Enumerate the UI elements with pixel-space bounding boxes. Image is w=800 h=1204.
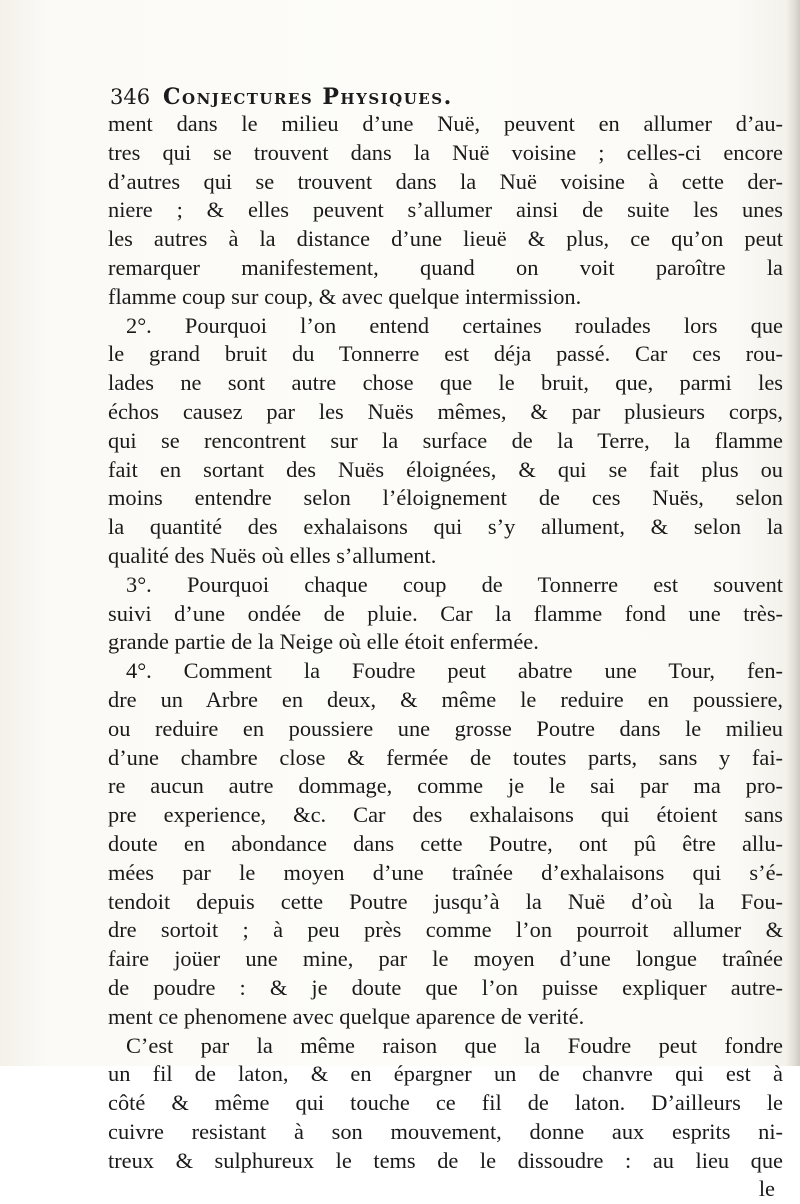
page-edge-shadow (786, 0, 800, 1066)
text-line: tendoit depuis cette Poutre jusqu’à la Nuë d’où la Fou- (108, 888, 783, 914)
body-text (108, 110, 783, 1204)
text-line: la quantité des exhalaisons qui s’y allument, & selon la (108, 514, 783, 540)
text-line: dre un Arbre en deux, & même le reduire en poussiere, (108, 686, 783, 712)
text-line: ment ce phenomene avec quelque aparence de verité. (108, 1003, 585, 1029)
text-line: échos causez par les Nuës mêmes, & par plusieurs corps, (108, 398, 783, 424)
text-line: de poudre : & je doute que l’on puisse expliquer autre- (108, 974, 783, 1000)
page-header (110, 82, 770, 112)
text-line: treux & sulphureux le tems de le dissoudre : au lieu que (108, 1147, 783, 1173)
text-line: ment dans le milieu d’une Nuë, peuvent en allumer d’au- (108, 111, 783, 136)
text-line: mées par le moyen d’une traînée d’exhalaisons qui s’é- (108, 859, 783, 885)
text-line: cuivre resistant à son mouvement, donne aux esprits ni- (108, 1118, 783, 1144)
text-line: remarquer manifestement, quand on voit paroître la (108, 254, 783, 280)
text-line: niere ; & elles peuvent s’allumer ainsi de suite les unes (108, 197, 783, 223)
text-line: lades ne sont autre chose que le bruit, que, parmi les (108, 370, 783, 396)
text-line: ou reduire en poussiere une grosse Poutre dans le milieu (108, 715, 783, 741)
text-line: côté & même qui touche ce fil de laton. D’ailleurs le (108, 1090, 783, 1116)
text-line: doute en abondance dans cette Poutre, ont pû être allu- (108, 830, 783, 856)
text-line: les autres à la distance d’une lieuë & plus, ce qu’on peut (108, 226, 783, 252)
text-line: suivi d’une ondée de pluie. Car la flamme fond une très- (108, 600, 783, 626)
running-title: Conjectures Physiques. (163, 84, 453, 110)
text-line: C’est par la même raison que la Foudre peut fondre (126, 1032, 783, 1058)
text-line: 4°. Comment la Foudre peut abatre une Tour, fen- (126, 658, 783, 684)
text-line: qui se rencontrent sur la surface de la Terre, la flamme (108, 427, 783, 453)
text-line: d’une chambre close & fermée de toutes parts, sans y fai- (108, 744, 783, 770)
text-line: 3°. Pourquoi chaque coup de Tonnerre est souvent (126, 571, 783, 597)
text-line: d’autres qui se trouvent dans la Nuë voisine à cette der- (108, 168, 783, 194)
text-line: pre experience, &c. Car des exhalaisons qui étoient sans (108, 802, 783, 828)
text-line: faire joüer une mine, par le moyen d’une longue traînée (108, 946, 783, 972)
text-line: qualité des Nuës où elles s’allument. (108, 542, 437, 568)
text-line: 2°. Pourquoi l’on entend certaines roulades lors que (126, 312, 783, 338)
text-line: le grand bruit du Tonnerre est déja passé. Car ces rou- (108, 341, 783, 367)
text-line: dre sortoit ; à peu près comme l’on pourroit allumer & (108, 917, 783, 943)
text-line: un fil de laton, & en épargner un de chanvre qui est à (108, 1061, 783, 1087)
text-line: flamme coup sur coup, & avec quelque intermission. (108, 283, 582, 309)
text-line: tres qui se trouvent dans la Nuë voisine ; celles-ci encore (108, 139, 783, 165)
text-line: grande partie de la Neige où elle étoit enfermée. (108, 629, 539, 655)
page-number: 346 (110, 85, 151, 109)
text-line: moins entendre selon l’éloignement de ces Nuës, selon (108, 485, 783, 511)
catchword: le (758, 1176, 775, 1202)
text-line: re aucun autre dommage, comme je le sai par ma pro- (108, 773, 783, 799)
text-line: fait en sortant des Nuës éloignées, & qui se fait plus ou (108, 456, 783, 482)
